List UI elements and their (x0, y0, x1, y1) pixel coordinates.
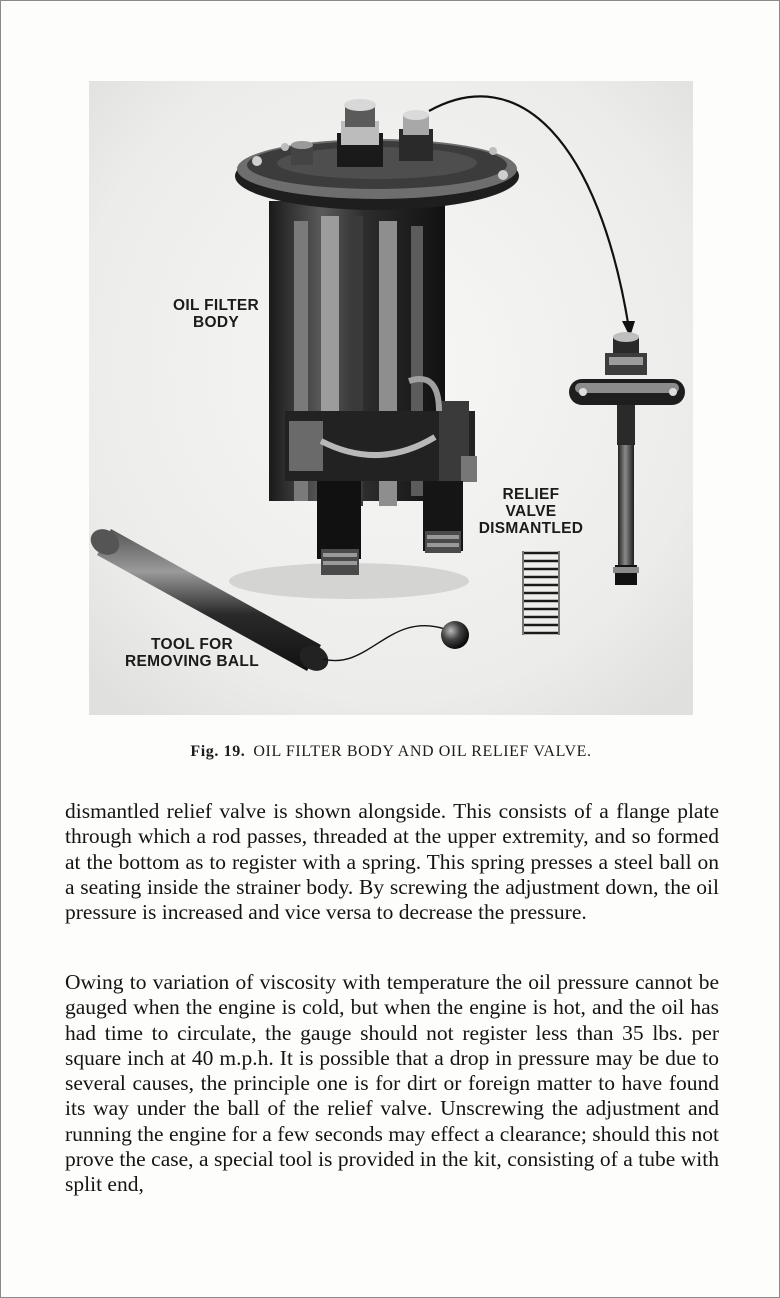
paragraph-text: Owing to variation of viscosity with temperature the oil pressure cannot be gauged when the engine is cold, but when the engine is hot, and the oil has had time to circulate, the gauge should not register less than 35 lbs. per square inch at 40 m.p.h. It is possible that a drop in pressure may be due to several causes, the principle one is for dirt or foreign matter to have found its way under the ball of the relief valve. Unscrewing the adjustment and running the engine for a few seconds may effect a clearance; should this not prove the case, a special tool is provided in the kit, consisting of a tube with split end, (65, 970, 719, 1197)
label-oil-filter-body: OIL FILTER BODY (173, 297, 259, 331)
body-paragraph-2 (65, 970, 719, 1198)
figure-photograph (89, 81, 693, 715)
figure-caption (1, 743, 780, 761)
steel-ball (441, 621, 469, 649)
paragraph-text: dismantled relief valve is shown alongside. This consists of a flange plate through which a rod passes, threaded at the upper extremity, and so formed at the bottom as to register with a spring. This spring presses a steel ball on a seating inside the strainer body. By screwing the adjustment down, the oil pressure is increased and vice versa to decrease the pressure. (65, 799, 719, 925)
figure-number: Fig. 19. (190, 743, 246, 760)
figure-caption-text: OIL FILTER BODY AND OIL RELIEF VALVE. (253, 743, 592, 760)
label-tool-for-removing-ball: TOOL FOR REMOVING BALL (125, 636, 259, 670)
label-relief-valve-dismantled: RELIEF VALVE DISMANTLED (478, 486, 584, 537)
body-paragraph-1 (65, 799, 719, 925)
